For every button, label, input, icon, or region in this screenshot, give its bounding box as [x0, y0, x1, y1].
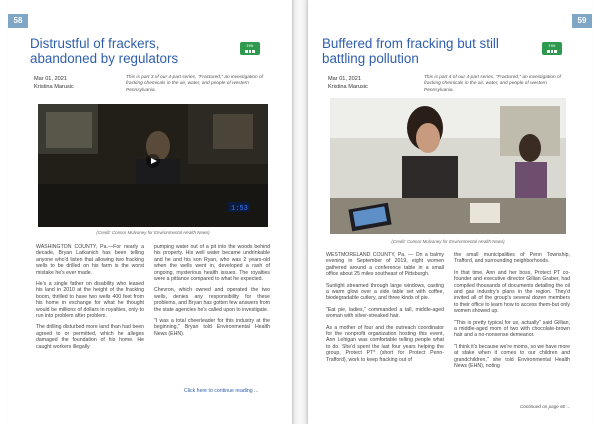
paragraph: In that time, Ann and her boss, Protect PT co-founder and executive director Gillian Graber, had compiled thousands of documents detailing the oil and gas industry's plans in the region. They'd invited all of the group's several dozen members to their office to learn how to access them-but only women showed up.	[454, 269, 570, 315]
right-page	[308, 0, 592, 424]
article-headline: Buffered from fracking but still battling pollution	[322, 36, 499, 66]
continue-reading-link[interactable]: Click here to continue reading ...	[184, 388, 259, 394]
left-page	[8, 0, 292, 424]
meeting-scene-image	[330, 98, 566, 234]
photo-credit: (Credit: Connor Mulvaney for Environmental Health News)	[96, 230, 210, 235]
article-headline: Distrustful of frackers, abandoned by regulators	[30, 36, 179, 66]
article-photo	[330, 98, 566, 234]
ehn-badge-icon	[240, 42, 260, 55]
article-video[interactable]	[38, 104, 268, 227]
svg-text:1:53: 1:53	[231, 205, 248, 213]
badge-label: EHN	[246, 44, 254, 48]
article-column-1	[36, 244, 144, 355]
paragraph: As a mother of four and the outreach coordinator for the nonprofit organization hosting this event, Ann Lehigan was comfortable telling people what to do. She'd spent the last four years helping the group, Protect PT* (short for Protect Penn-Trafford), work to keep fracking out of	[326, 324, 444, 363]
article-date: Mar 01, 2021	[34, 76, 67, 82]
article-column-2	[154, 244, 270, 342]
article-column-1	[326, 252, 444, 368]
article-column-2	[454, 252, 570, 375]
ehn-badge-icon	[542, 42, 562, 55]
paragraph: Sunlight streamed through large windows, casting a warm glow over a side table set with coffee, biodegradable cutlery, and three kinds of pie.	[326, 282, 444, 302]
page-gutter	[292, 0, 308, 424]
paragraph: WASHINGTON COUNTY, Pa.—For nearly a decade, Bryan Latkanich has been telling anyone who'd listen that allowing two fracking wells to be drilled on his farm is the worst mistake he's ever made.	[36, 244, 144, 276]
paragraph: He's a single father on disability who leased his land in 2010 at the height of the fracking boom, thrilled to have two wells 400 feet from his home in exchange for what he thought would be millions of dollars in royalties, only to run into problem after problem.	[36, 281, 144, 320]
article-author: Kristina Marusic	[328, 84, 368, 90]
series-note: This is part 4 of our 4-part series, "Fractured," an investigation of fracking chemicals in the air, water, and people of western Pennsylvania.	[424, 75, 561, 93]
page-number-tab: 58	[8, 14, 28, 28]
paragraph: "Eat pie, ladies," commanded a tall, middle-aged woman with silver-streaked hair.	[326, 306, 444, 320]
paragraph: "I think it's because we're moms, so we have more at stake when it comes to our children and grandchildren," she told Environmental Health News (EHN), noting	[454, 343, 570, 370]
paragraph: "This is pretty typical for us, actually" said Gillian, a middle-aged mom of two with chocolate-brown hair and a no-nonsense demeanor.	[454, 319, 570, 339]
paragraph: pumping water out of a pit into the woods behind his property. His well water became undrinkable and he and his son Ryan, who was 2 years-old when the wells went in, developed a rash of ongoing, mysterious health issues. The royalties were a pittance compared to what he expected.	[154, 244, 270, 283]
article-date: Mar 01, 2021	[328, 76, 361, 82]
paragraph: the small municipalities of Penn Township, Trafford, and surrounding neighborhoods.	[454, 252, 570, 265]
paragraph: "I was a total cheerleader for this industry at the beginning," Bryan told Environmental Health News (EHN).	[154, 318, 270, 337]
badge-label: EHN	[548, 44, 556, 48]
paragraph: Chevron, which owned and operated the two wells, denies any responsibility for these problems, and Bryan has gotten few answers from the state agencies he's called upon to investigate.	[154, 287, 270, 313]
article-author: Kristina Marusic	[34, 84, 74, 90]
series-note: This is part 3 of our 4-part series, "Fractured," an investigation of fracking chemicals in the air, water, and people of western Pennsylvania.	[126, 75, 263, 93]
paragraph: The drilling disturbed more land than had been agreed to or permitted, which he alleges damaged the foundation of his home. He caught workers illegally	[36, 324, 144, 350]
continued-on-page: Continued on page 60 ...	[520, 404, 571, 409]
play-icon[interactable]	[146, 154, 160, 168]
paragraph: WESTMORELAND COUNTY, Pa. — On a balmy evening in September of 2019, eight women gathered around a conference table in a small office about 25 miles southeast of Pittsburgh.	[326, 252, 444, 278]
page-number-tab: 59	[572, 14, 592, 28]
photo-credit: (Credit: Connor Mulvaney for Environmental Health News)	[391, 239, 505, 244]
